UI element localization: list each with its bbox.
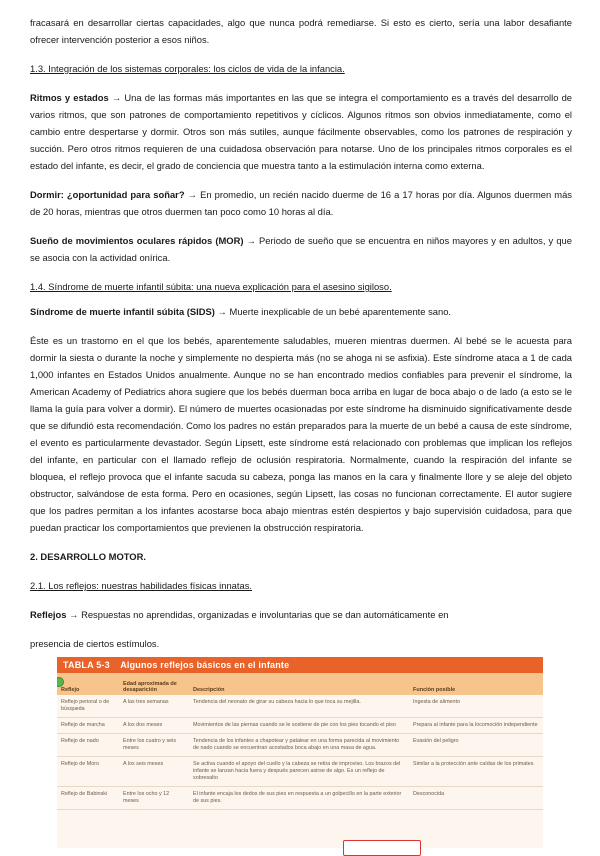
paragraph-reflejos-cont: presencia de ciertos estímulos. — [30, 638, 160, 649]
section-heading-1-3: 1.3. Integración de los sistemas corporales: los ciclos de vida de la infancia. — [30, 63, 345, 74]
text-reflejos: → Respuestas no aprendidas, organizadas e involuntarias que se dan automáticamente en — [66, 609, 449, 620]
section-heading-1-4: 1.4. Síndrome de muerte infantil súbita: una nueva explicación para el asesino sigiloso. — [30, 281, 392, 292]
cell-reflejo: Reflejo de marcha — [61, 722, 105, 728]
table-row — [57, 695, 543, 718]
cell-edad: Entre los ocho y 12 meses — [123, 791, 170, 804]
cell-funcion: Prepara al infante para la locomoción independiente — [413, 722, 538, 728]
paragraph-sids-body: Éste es un trastorno en el que los bebés, aparentemente saludables, mueren mientras duermen. Al bebé se le acuesta para dormir la siesta o durante la noche y simplemente no despierta más (no se ahoga ni se asfixia). Este síndrome ataca a 1 de cada 1,000 infantes en Estados Unidos anualmente. Aunque no se han encontrado medios confiables para prevenir el síndrome, la American Academy of Pediatrics ahora sugiere que los bebés duerman boca arriba en lugar de boca abajo o de lado (a esto se le llama la guía para volver a dormir). El número de muertes ocasionadas por este síndrome ha disminuido significativamente desde que se difundió esta recomendación. Como los padres no están preparados para la muerte de un bebé a causa de este síndrome, el evento es particularmente devastador. Según Lipsett, este síndrome está relacionado con problemas que implican los reflejos del infante, en particular con el llamado reflejo de oclusión respiratoria. Normalmente, cuando la respiración del infante se bloquea, el reflejo provoca que el infante sacuda su cabeza, ponga las manos en la cara y finalmente llore y se aleje del objeto obstructor, salvándose de esta forma. Pero en ocasiones, según Lipsett, las cosas no funcionan correctamente. El autor sugiere que los padres permitan a los infantes acostarse boca abajo mientras estén despiertos y bajo supervisión cuidadosa, para que puedan practicar los comportamientos que previenen la obstrucción respiratoria. — [30, 335, 572, 533]
table-title: Algunos reflejos básicos en el infante — [120, 660, 290, 670]
text-mor: → Periodo de sueño que se encuentra en niños mayores y en adultos, y que se asocia con la actividad onírica. — [30, 235, 572, 263]
cell-edad: A las tres semanas — [123, 699, 169, 705]
document-page — [30, 14, 572, 652]
header-funcion: Función posible — [413, 687, 456, 693]
term-reflejos: Reflejos — [30, 609, 67, 620]
table-row — [57, 787, 543, 810]
term-dormir: Dormir: ¿oportunidad para soñar? — [30, 189, 185, 200]
paragraph-sids-def — [30, 303, 572, 320]
cell-descripcion: Se activa cuando el apoyo del cuello y la cabeza se retira de improviso. Los brazos del infante se lanzan hacia fuera y después parecen asirse de algo. Es un reflejo de sobresalto — [193, 761, 401, 781]
cell-descripcion: Movimientos de las piernas cuando se le sostiene de pie con los pies tocando el piso — [193, 722, 396, 728]
table-row — [57, 757, 543, 787]
cell-descripcion: El infante encaja los dedos de sus pies en respuesta a un golpecillo en la parte exterior de sus pies. — [193, 791, 402, 804]
section-heading-2-1: 2.1. Los reflejos: nuestras habilidades físicas innatas. — [30, 580, 253, 591]
heading-2-text: 2. DESARROLLO MOTOR. — [30, 551, 146, 562]
table-number: TABLA 5-3 — [63, 660, 110, 670]
text-dormir: → En promedio, un recién nacido duerme de 16 a 17 horas por día. Algunos duermen más de 20 horas, mientras que otros duermen tan poco como 10 horas al día. — [30, 189, 572, 217]
term-ritmos: Ritmos y estados — [30, 92, 109, 103]
cell-reflejo: Reflejo perioral o de búsqueda — [61, 699, 110, 712]
paragraph-ritmos — [30, 89, 572, 174]
table-header-row — [57, 673, 543, 695]
term-sids: Síndrome de muerte infantil súbita (SIDS) — [30, 306, 215, 317]
term-mor: Sueño de movimientos oculares rápidos (MOR) — [30, 235, 244, 246]
cell-edad: A los dos meses — [123, 722, 163, 728]
reflex-table — [57, 657, 543, 848]
cell-reflejo: Reflejo de Babinski — [61, 791, 108, 797]
header-reflejo: Reflejo — [61, 687, 80, 693]
table-row — [57, 734, 543, 757]
highlight-box — [343, 840, 421, 856]
cell-reflejo: Reflejo de Moro — [61, 761, 100, 767]
cell-funcion: Ingesta de alimento — [413, 699, 461, 705]
header-edad: Edad aproximada de desaparición — [123, 681, 177, 693]
header-descripcion: Descripción — [193, 687, 225, 693]
table-title-bar — [57, 657, 543, 673]
paragraph-dormir — [30, 186, 572, 220]
section-heading-2 — [30, 548, 572, 565]
paragraph-reflejos — [30, 606, 572, 623]
paragraph-mor — [30, 232, 572, 266]
cell-edad: A los seis meses — [123, 761, 164, 767]
cell-funcion: Evasión del peligro — [413, 738, 459, 744]
cell-funcion: Desconocida — [413, 791, 445, 797]
cell-reflejo: Reflejo de nado — [61, 738, 99, 744]
cell-descripcion: Tendencia de los infantes a chapotear y patalear en una forma parecida al movimiento de nado cuando se encuentran acostados boca abajo en una masa de agua. — [193, 738, 400, 751]
text-ritmos: → Una de las formas más importantes en las que se integra el comportamiento es a través del desarrollo de varios ritmos, que son patrones de comportamiento repetitivos y cíclicos. Algunos ritmos son obvios inmediatamente, como el cambio entre despertarse y dormir. Otros son más sutiles, aunque fácilmente observables, como los patrones de respiración y succión. Pero otros ritmos requieren de una cuidadosa observación para notarse. Uno de los principales ritmos corporales es el estado del infante, es decir, el grado de conciencia que muestra tanto a la estimulación interna como externa. — [30, 92, 572, 171]
table-row — [57, 718, 543, 734]
paragraph-intro: fracasará en desarrollar ciertas capacidades, algo que nunca podrá remediarse. Si esto es cierto, sería una labor desafiante ofrecer intervención posterior a esos niños. — [30, 17, 572, 45]
cell-edad: Entre los cuatro y seis meses — [123, 738, 177, 751]
cell-funcion: Similar a la protección ante caídas de los primates — [413, 761, 534, 767]
text-sids: → Muerte inexplicable de un bebé aparentemente sano. — [214, 306, 452, 317]
cell-descripcion: Tendencia del neonato de girar su cabeza hacia lo que toca su mejilla. — [193, 699, 361, 705]
